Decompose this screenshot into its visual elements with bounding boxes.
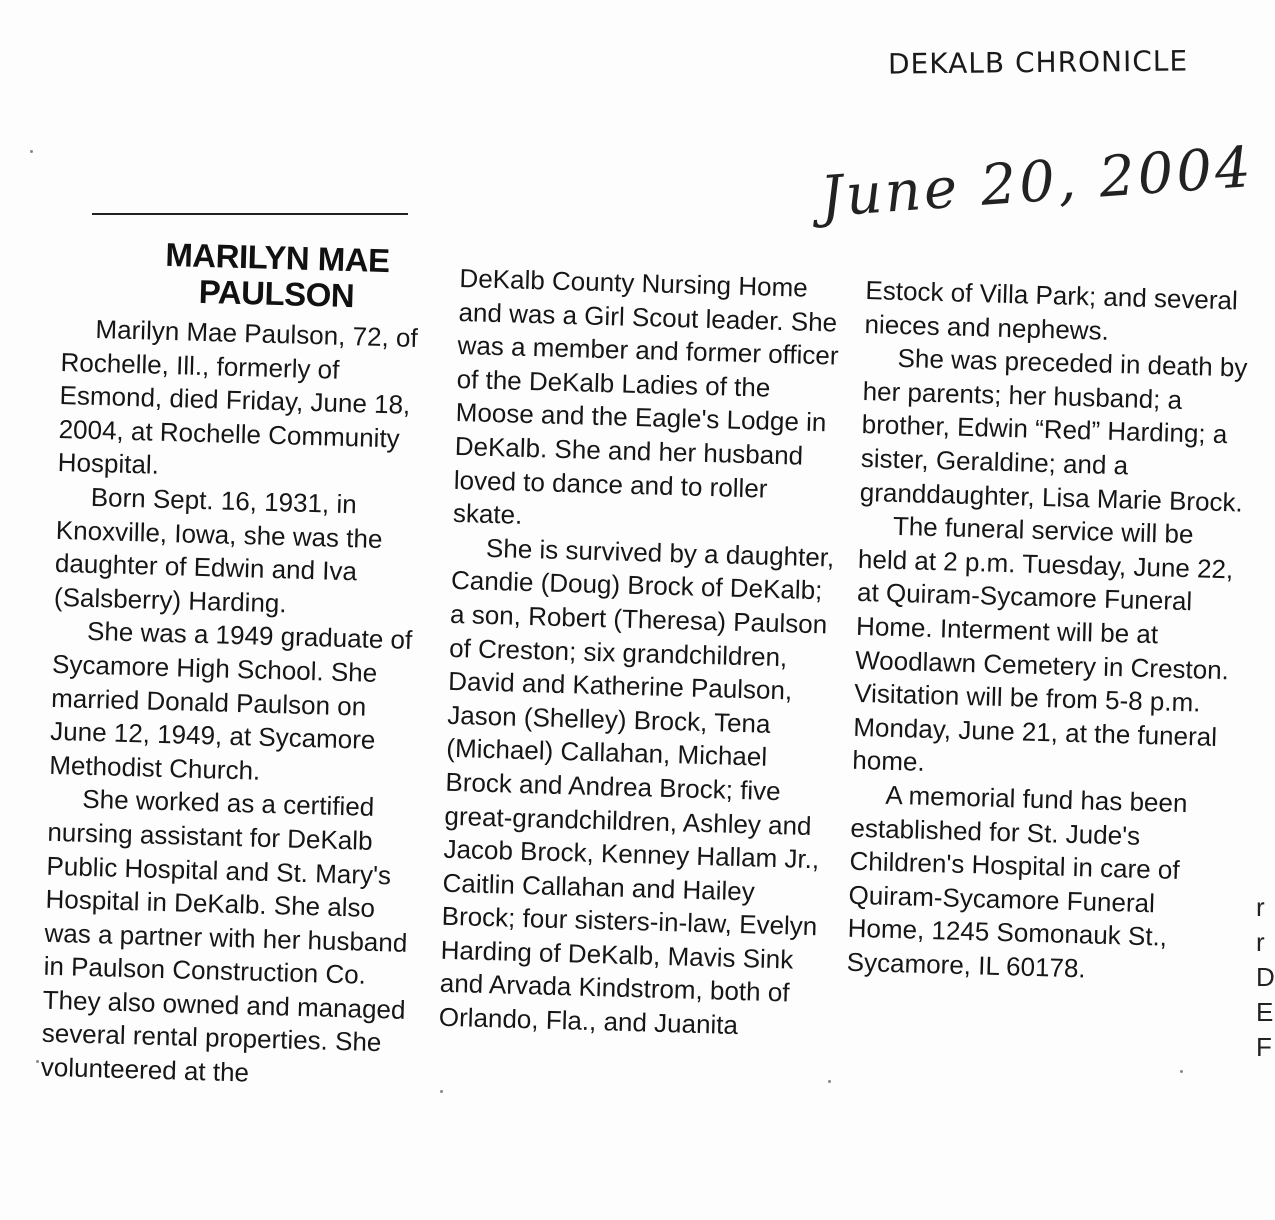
- scan-speck: [1180, 1070, 1183, 1073]
- headline-line-2: PAULSON: [198, 272, 355, 315]
- scan-speck: [440, 1090, 443, 1093]
- scan-speck: [828, 1080, 831, 1083]
- headline-rule: [92, 213, 408, 215]
- paragraph-memorial-fund: A memorial fund has been established for St. Jude's Children's Hospital in care of Quiram-Sycamore Funeral Home, 1245 Somonauk St., Sycamore, IL 60178.: [846, 779, 1188, 984]
- headline-line-1: MARILYN MAE: [164, 235, 391, 280]
- scan-speck: [36, 1060, 39, 1063]
- paragraph-education-marriage: She was a 1949 graduate of Sycamore High School. She married Donald Paulson on June 12, 1949, at Sycamore Methodist Church.: [48, 616, 413, 786]
- column-2: [438, 262, 849, 1045]
- adjacent-column-fragment: [1256, 890, 1275, 1065]
- column-1: [40, 312, 433, 1095]
- edge-fragment: F: [1256, 1032, 1272, 1062]
- column-3: [846, 274, 1252, 990]
- paragraph-survivors-continued: Estock of Villa Park; and several nieces and nephews.: [864, 274, 1239, 346]
- edge-fragment: r: [1256, 927, 1265, 957]
- scan-speck: [30, 150, 33, 153]
- edge-fragment: r: [1256, 892, 1265, 922]
- newspaper-masthead: DEKALB CHRONICLE: [887, 44, 1189, 81]
- paragraph-preceded-in-death: She was preceded in death by her parents; her husband; a brother, Edwin “Red” Harding; a sister, Geraldine; and a granddaughter, Lisa Marie Brock.: [859, 343, 1248, 518]
- paragraph-survivors: She is survived by a daughter, Candie (Doug) Brock of DeKalb; a son, Robert (Theresa) Paulson of Creston; six grandchildren, David and Katherine Paulson, Jason (Shelley) Brock, Tena (Michael) Callahan, Michael Brock and Andrea Brock; five great-grandchildren, Ashley and Jacob Brock, Kenney Hallam Jr., Caitlin Callahan and Hailey Brock; four sisters-in-law, Evelyn Harding of DeKalb, Mavis Sink and Arvada Kindstrom, both of Orlando, Fla., and Juanita: [438, 532, 835, 1041]
- handwritten-date: June 20, 2004: [818, 134, 1256, 231]
- edge-fragment: E: [1256, 997, 1274, 1027]
- paragraph-career-continued: DeKalb County Nursing Home and was a Girl Scout leader. She was a member and former officer of the DeKalb Ladies of the Moose and the Eagle's Lodge in DeKalb. She and her husband loved to dance and to roller skate.: [452, 262, 839, 530]
- edge-fragment: D: [1256, 962, 1275, 992]
- paragraph-death-notice: Marilyn Mae Paulson, 72, of Rochelle, Ill., formerly of Esmond, died Friday, June 18, 2004, at Rochelle Community Hospital.: [57, 313, 419, 481]
- paragraph-funeral-service: The funeral service will be held at 2 p.m. Tuesday, June 22, at Quiram-Sycamore Funeral Home. Interment will be at Woodlawn Cemetery in Creston. Visitation will be from 5-8 p.m. Monday, June 21, at the funeral home.: [852, 511, 1234, 778]
- paragraph-career: She worked as a certified nursing assistant for DeKalb Public Hospital and St. Mary's Hospital in DeKalb. She also was a partner with her husband in Paulson Construction Co. They also owned and managed several rental properties. She volunteered at the: [40, 784, 408, 1088]
- obituary-headline: [111, 235, 443, 316]
- paragraph-birth: Born Sept. 16, 1931, in Knoxville, Iowa, she was the daughter of Edwin and Iva (Salsberry) Harding.: [53, 481, 383, 619]
